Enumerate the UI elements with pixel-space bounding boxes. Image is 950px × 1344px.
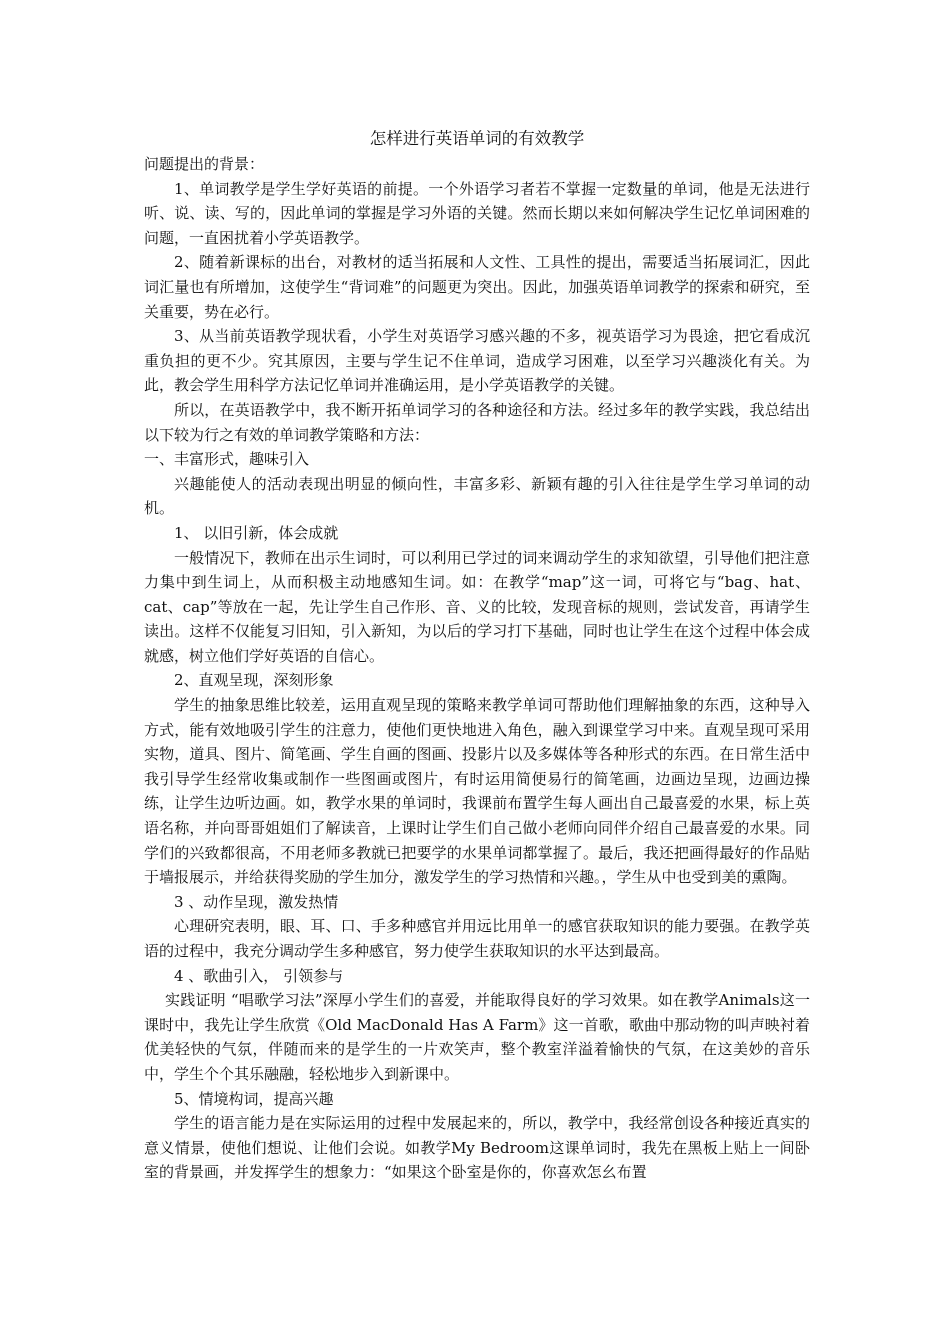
paragraph: 所以，在英语教学中，我不断开拓单词学习的各种途径和方法。经过多年的教学实践，我总结出以下较为行之有效的单词教学策略和方法：: [144, 400, 810, 444]
paragraph: 2、随着新课标的出台，对教材的适当拓展和人文性、工具性的提出，需要适当拓展词汇，因此词汇量也有所增加，这使学生“背词难”的问题更为突出。因此，加强英语单词教学的探索和研究，至关重要，势在必行。: [144, 253, 810, 321]
paragraph: 实践证明 “唱歌学习法”深厚小学生们的喜爱，并能取得良好的学习效果。如在教学Animals这一课时中，我先让学生欣赏《Old MacDonald Has A Farm》这一首歌，歌曲中那动物的叫声映衬着优美轻快的气氛，伴随而来的是学生的一片欢笑声，整个教室洋溢着愉快的气氛，在这美妙的音乐中，学生个个其乐融融，轻松地步入到新课中。: [144, 991, 810, 1083]
paragraph: 5、情境构词，提高兴趣: [174, 1089, 334, 1108]
paragraph: 一般情况下，教师在出示生词时，可以利用已学过的词来调动学生的求知欲望，引导他们把注意力集中到生词上，从而积极主动地感知生词。如：在教学“map”这一词，可将它与“bag、hat、cat、cap”等放在一起，先让学生自己作形、音、义的比较，发现音标的规则，尝试发音，再请学生读出。这样不仅能复习旧知，引入新知，为以后的学习打下基础，同时也让学生在这个过程中体会成就感，树立他们学好英语的自信心。: [144, 548, 810, 665]
document-title: 怎样进行英语单词的有效教学: [369, 129, 585, 148]
paragraph: 问题提出的背景：: [144, 155, 265, 173]
paragraph: 学生的抽象思维比较差，运用直观呈现的策略来教学单词可帮助他们理解抽象的东西，这种导入方式，能有效地吸引学生的注意力，使他们更快地进入角色，融入到课堂学习中来。直观呈现可采用实物，道具、图片、简笔画、学生自画的图画、投影片以及多媒体等各种形式的东西。在日常生活中我引导学生经常收集或制作一些图画或图片，有时运用简便易行的简笔画，边画边呈现，边画边操练，让学生边听边画。如，教学水果的单词时，我课前布置学生每人画出自己最喜爱的水果，标上英语名称，并向哥哥姐姐们了解读音，上课时让学生们自己做小老师向同伴介绍自己最喜爱的水果。同学们的兴致都很高，不用老师多教就已把要学的水果单词都掌握了。最后，我还把画得最好的作品贴于墙报展示，并给获得奖励的学生加分，激发学生的学习热情和兴趣。，学生从中也受到美的熏陶。: [144, 696, 810, 887]
paragraph: 4 、歌曲引入， 引领参与: [174, 966, 344, 985]
paragraph: 兴趣能使人的活动表现出明显的倾向性，丰富多彩、新颖有趣的引入往往是学生学习单词的动机。: [144, 474, 810, 518]
paragraph: 3、从当前英语教学现状看，小学生对英语学习感兴趣的不多，视英语学习为畏途，把它看成沉重负担的更不少。究其原因，主要与学生记不住单词，造成学习困难，以至学习兴趣淡化有关。为此，教会学生用科学方法记忆单词并准确运用，是小学英语教学的关键。: [144, 327, 810, 395]
document-body: [144, 152, 810, 1185]
paragraph: 心理研究表明，眼、耳、口、手多种感官并用远比用单一的感官获取知识的能力要强。在教学英语的过程中，我充分调动学生多种感官，努力使学生获取知识的水平达到最高。: [144, 917, 810, 960]
paragraph: 2、直观呈现，深刻形象: [174, 671, 334, 690]
paragraph: 1、单词教学是学生学好英语的前提。一个外语学习者若不掌握一定数量的单词，他是无法进行听、说、读、写的，因此单词的掌握是学习外语的关键。然而长期以来如何解决学生记忆单词困难的问题，一直困扰着小学英语教学。: [144, 179, 810, 247]
paragraph: 1、 以旧引新，体会成就: [174, 523, 339, 542]
paragraph: 3 、动作呈现，激发热情: [174, 892, 339, 911]
paragraph: 一、丰富形式，趣味引入: [144, 450, 310, 469]
paragraph: 学生的语言能力是在实际运用的过程中发展起来的，所以，教学中，我经常创设各种接近真实的意义情景，使他们想说、让他们会说。如教学My Bedroom这课单词时，我先在黑板上贴上一间卧室的背景画，并发挥学生的想象力：“如果这个卧室是你的，你喜欢怎幺布置: [144, 1114, 810, 1182]
